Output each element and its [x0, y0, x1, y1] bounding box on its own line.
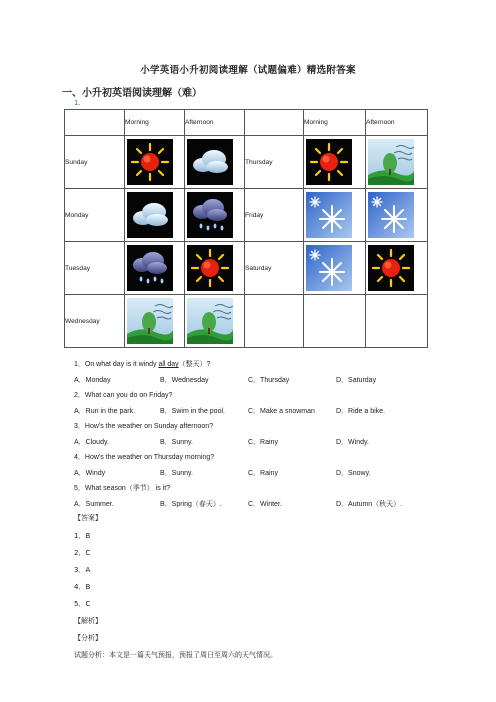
header-cell: Morning	[125, 110, 185, 136]
header-cell	[245, 110, 304, 136]
option-d: D．Autumn（秋天）.	[336, 501, 403, 508]
option-b: B．Swim in the pool.	[160, 408, 225, 415]
day-label: Friday	[245, 189, 304, 242]
weather-cell	[185, 242, 245, 295]
weather-cell	[304, 136, 366, 189]
question-1	[74, 359, 211, 369]
day-label: Wednesday	[65, 295, 125, 348]
day-label: Tuesday	[65, 242, 125, 295]
answer-item: 3．A	[74, 566, 91, 574]
day-label: Thursday	[245, 136, 304, 189]
question-suffix: （整天）?	[178, 361, 211, 368]
weather-cell	[304, 242, 366, 295]
cloud-icon	[187, 139, 233, 185]
rain-icon	[187, 192, 233, 238]
question-text: 1．On what day is it windy	[74, 361, 159, 368]
answer-item: 4．B	[74, 583, 91, 591]
weather-cell	[304, 189, 366, 242]
sun-icon	[368, 245, 414, 291]
sun-icon	[187, 245, 233, 291]
snow-icon	[368, 192, 414, 238]
header-cell	[65, 110, 125, 136]
analysis-heading: 【解析】	[74, 617, 102, 625]
option-c: C．Make a snowman	[248, 408, 315, 415]
weather-cell	[125, 242, 185, 295]
table-row	[65, 242, 428, 295]
question-4: 4．How's the weather on Thursday morning?	[74, 454, 215, 461]
question-5: 5．What season（季节） is it?	[74, 485, 171, 492]
option-c: C．Rainy	[248, 439, 278, 446]
option-b: B．Wednesday	[160, 377, 209, 384]
option-a: A．Monday	[74, 377, 111, 384]
weather-cell	[125, 295, 185, 348]
snow-icon	[306, 245, 352, 291]
answer-item: 1．B	[74, 532, 91, 540]
weather-cell	[185, 295, 245, 348]
header-cell: Afternoon	[185, 110, 245, 136]
option-c: C．Thursday	[248, 377, 290, 384]
weather-cell	[366, 189, 428, 242]
section-heading: 一、小升初英语阅读理解（难）	[62, 88, 202, 99]
header-cell: Morning	[304, 110, 366, 136]
answer-item: 5．C	[74, 600, 91, 608]
question-3: 3．How's the weather on Sunday afternoon?	[74, 423, 214, 430]
weather-cell	[125, 189, 185, 242]
option-a: A．Run in the park.	[74, 408, 136, 415]
analysis-subheading: 【分析】	[74, 634, 102, 642]
weather-cell	[185, 136, 245, 189]
header-cell: Afternoon	[366, 110, 428, 136]
analysis-text: 试题分析：本文是一篇天气预报，预报了周日至周六的天气情况。	[74, 651, 277, 659]
question-2: 2．What can you do on Friday?	[74, 392, 173, 399]
option-b: B．Sunny.	[160, 439, 193, 446]
answer-item: 2．C	[74, 549, 91, 557]
option-d: D．Ride a bike.	[336, 408, 386, 415]
option-b: B．Sunny.	[160, 470, 193, 477]
document-title: 小学英语小升初阅读理解（试题偏难）精选附答案	[140, 65, 356, 76]
question-underlined: all day	[158, 361, 179, 368]
day-label: Sunday	[65, 136, 125, 189]
day-label	[245, 295, 304, 348]
option-a: A．Windy	[74, 470, 106, 477]
day-label: Monday	[65, 189, 125, 242]
cloud-icon	[127, 192, 173, 238]
table-row	[65, 189, 428, 242]
day-label: Saturday	[245, 242, 304, 295]
answer-heading: 【答案】	[74, 514, 102, 522]
option-a: A．Cloudy.	[74, 439, 109, 446]
option-c: C．Rainy	[248, 470, 278, 477]
question-number: 1.	[74, 99, 81, 107]
weather-cell	[304, 295, 366, 348]
table-row	[65, 295, 428, 348]
sun-icon	[127, 139, 173, 185]
weather-cell	[366, 136, 428, 189]
option-a: A．Summer.	[74, 501, 114, 508]
wind-icon	[127, 298, 173, 344]
weather-cell	[185, 189, 245, 242]
wind-icon	[187, 298, 233, 344]
snow-icon	[306, 192, 352, 238]
option-c: C．Winter.	[248, 501, 282, 508]
table-header-row	[65, 110, 428, 136]
rain-icon	[127, 245, 173, 291]
table-row	[65, 136, 428, 189]
option-d: D．Snowy.	[336, 470, 371, 477]
weather-cell	[366, 242, 428, 295]
option-d: D．Saturday	[336, 377, 377, 384]
weather-table	[64, 109, 428, 348]
option-d: D．Windy.	[336, 439, 369, 446]
sun-icon	[306, 139, 352, 185]
weather-cell	[366, 295, 428, 348]
weather-cell	[125, 136, 185, 189]
option-b: B．Spring（春天）.	[160, 501, 222, 508]
wind-icon	[368, 139, 414, 185]
